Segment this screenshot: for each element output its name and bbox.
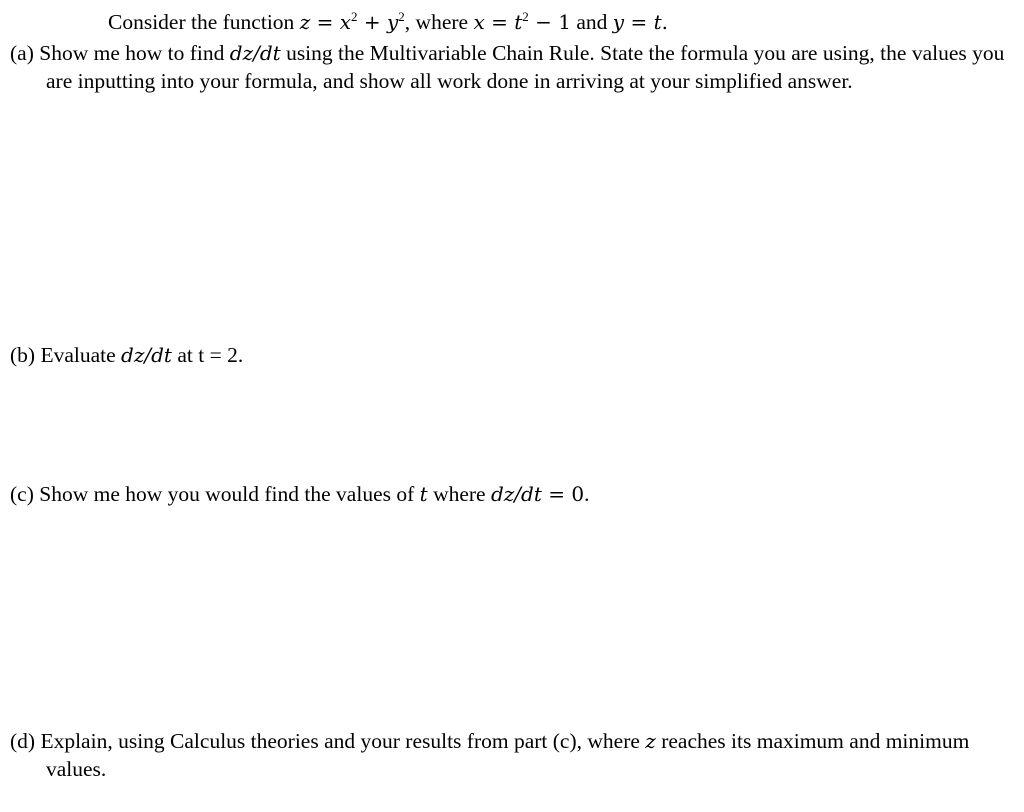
math-exponent: 2 [522,9,529,24]
question-part-b [10,341,1020,369]
math-plus: + [357,10,387,34]
part-text: Evaluate [35,343,122,367]
math-minus: − [528,10,559,34]
part-label: (c) [10,482,34,506]
math-dz-dt: dz/dt [121,343,172,367]
math-t-end: t [653,10,662,34]
intro-text-and: and [570,10,613,34]
math-exponent: 2 [398,9,405,24]
part-period: . [584,482,590,506]
question-part-a [10,39,1020,95]
question-part-d [10,727,1020,783]
math-y-def: y [612,10,625,34]
part-text: Show me how to find [33,41,230,65]
math-t: t [514,10,523,34]
part-label: (b) [10,343,36,367]
math-z: z [299,10,311,34]
math-y: y [386,10,399,34]
math-one: 1 [558,10,571,34]
part-label: (a) [10,41,34,65]
math-exponent: 2 [351,9,358,24]
intro-text: Consider the function [108,10,300,34]
intro-text-where: , where [404,10,474,34]
part-text: at t = 2. [171,343,244,367]
part-text: where [427,482,491,506]
math-z: z [645,729,656,753]
math-equals: = [310,10,340,34]
math-equals-zero: = 0 [541,482,585,506]
question-part-c [10,480,1020,508]
part-text: using the Multivariable Chain Rule. State the formula you are using, the values you are inputting into your formula, and show all work done in arriving at your simplified answer. [46,41,1005,93]
math-equals: = [484,10,515,34]
part-label: (d) [10,729,36,753]
part-text: Show me how you would find the values of [33,482,420,506]
part-text: Explain, using Calculus theories and your results from part (c), where [35,729,646,753]
math-x-def: x [473,10,485,34]
math-dz-dt: dz/dt [490,482,542,506]
problem-intro [108,8,1024,36]
part-text: reaches its maximum and minimum values. [46,729,970,781]
math-dz-dt: dz/dt [229,41,281,65]
math-x: x [339,10,351,34]
math-period: . [661,10,668,34]
math-equals: = [624,10,654,34]
math-t: t [419,482,428,506]
